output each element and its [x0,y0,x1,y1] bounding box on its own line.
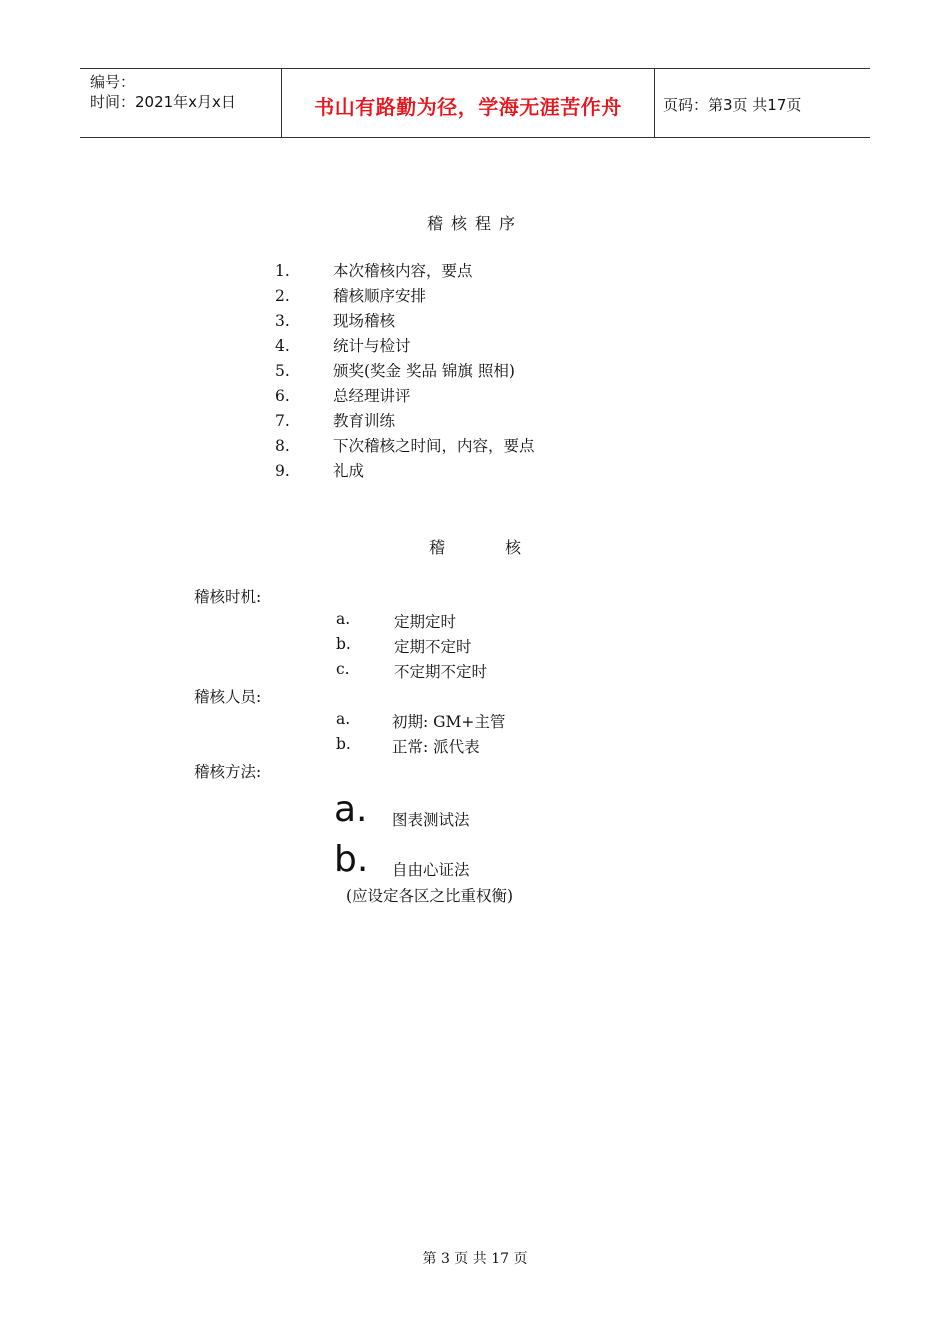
list-text: 稽核顺序安排 [333,287,427,305]
method-note: (应设定各区之比重权衡) [346,887,514,905]
list-marker: a. [336,710,351,728]
list-number: 2. [275,287,290,305]
list-number: 1. [275,262,290,280]
header-middle-cell [282,69,655,137]
section-title-procedure: 稽核程序 [426,214,523,233]
list-number: 7. [275,412,290,430]
list-marker: b. [336,735,351,753]
procedure-list [275,262,675,487]
list-text: 统计与检讨 [333,337,411,355]
list-marker: b. [336,635,351,653]
list-item [275,462,675,487]
page-header [80,68,870,138]
list-number: 4. [275,337,290,355]
section-title-audit [0,535,950,558]
time-label: 时间：2021年x月x日 [90,93,236,111]
list-number: 8. [275,437,290,455]
list-number: 5. [275,362,290,380]
list-marker-large: b. [334,839,369,880]
list-number: 9. [275,462,290,480]
page-footer: 第 3 页 共 17 页 [422,1251,528,1267]
header-right-cell [655,69,870,137]
list-item [275,262,675,287]
list-item [275,387,675,412]
timing-label: 稽核时机: [194,588,262,606]
list-item [275,287,675,312]
list-text: 礼成 [333,462,365,480]
list-item [275,337,675,362]
list-marker: a. [336,610,351,628]
header-page-info: 页码：第3页 共17页 [663,96,802,114]
list-text: 定期定时 [394,613,457,631]
list-text: 图表测试法 [392,811,470,829]
list-marker: c. [336,660,350,678]
list-text: 下次稽核之时间，内容，要点 [333,437,535,455]
list-text: 总经理讲评 [333,387,411,405]
list-text: 正常: 派代表 [392,738,480,756]
list-text: 不定期不定时 [394,663,488,681]
serial-label: 编号： [90,73,136,91]
list-number: 3. [275,312,290,330]
list-text: 本次稽核内容，要点 [333,262,473,280]
list-number: 6. [275,387,290,405]
list-item [275,362,675,387]
list-text: 初期: GM+主管 [392,713,506,731]
method-label: 稽核方法: [194,763,262,781]
list-item [275,437,675,462]
list-item [275,412,675,437]
list-text: 自由心证法 [392,861,470,879]
header-motto: 书山有路勤为径，学海无涯苦作舟 [314,95,622,119]
header-left-cell [80,69,282,137]
list-text: 现场稽核 [333,312,396,330]
personnel-label: 稽核人员: [194,688,262,706]
section-title-audit-part2: 核 [505,538,522,557]
section-title-audit-part1: 稽 [428,538,445,557]
list-text: 颁奖(奖金 奖品 锦旗 照相) [333,362,515,380]
list-item [275,312,675,337]
list-marker-large: a. [334,789,368,830]
list-text: 教育训练 [333,412,396,430]
list-text: 定期不定时 [394,638,472,656]
